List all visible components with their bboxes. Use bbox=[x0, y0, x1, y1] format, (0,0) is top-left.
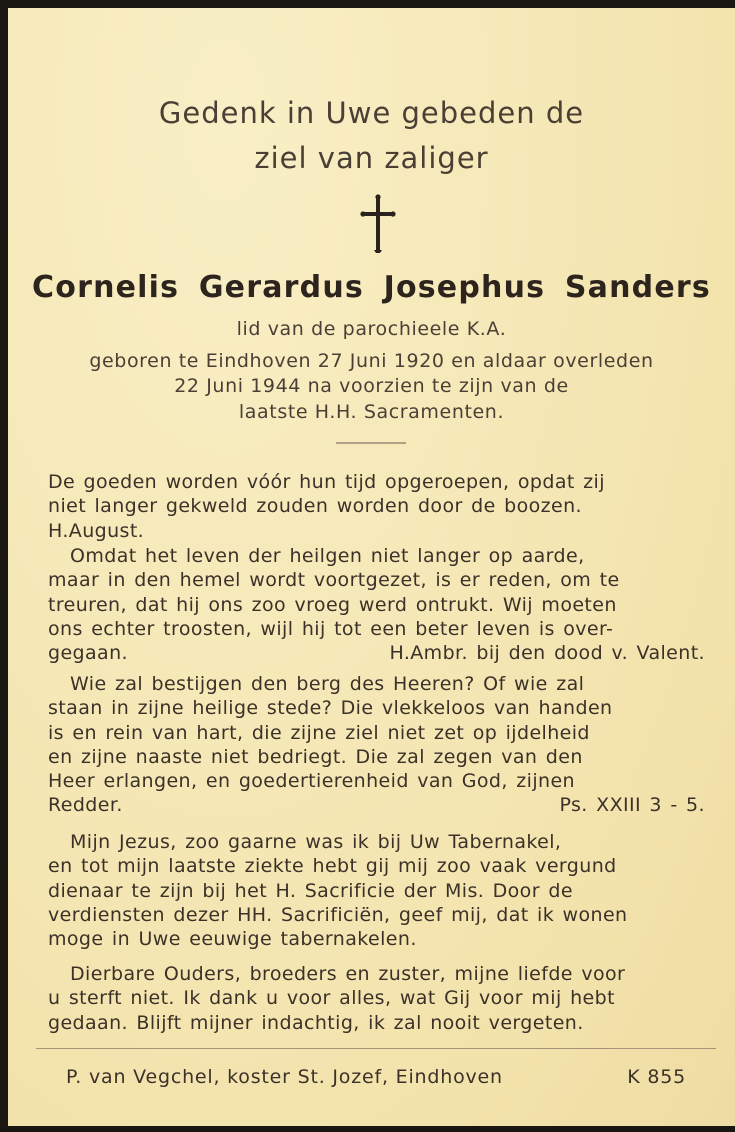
paragraph-line: moge in Uwe eeuwige tabernakelen. bbox=[48, 928, 417, 951]
footer-divider bbox=[36, 1048, 716, 1049]
paragraph-line: Dierbare Ouders, broeders en zuster, mijne liefde voor bbox=[70, 963, 626, 985]
paragraph-line: u sterft niet. Ik dank u voor alles, wat Gij voor mij hebt bbox=[48, 987, 615, 1010]
paragraph-line: en zijne naaste niet bedriegt. Die zal zegen van den bbox=[48, 745, 583, 768]
paragraph-line: Wie zal bestijgen den berg des Heeren? Of wie zal bbox=[70, 673, 585, 695]
line-text: De goeden worden vóór hun tijd opgeroepen, opdat zij bbox=[48, 471, 605, 493]
paragraph-augustine bbox=[48, 470, 705, 543]
attribution: H.August. bbox=[48, 519, 145, 542]
line-text: Redder. bbox=[48, 794, 123, 817]
attribution: H.Ambr. bij den dood v. Valent. bbox=[389, 642, 705, 665]
subtitle-sacraments: laatste H.H. Sacramenten. bbox=[238, 401, 505, 423]
subtitle-death-date: 22 Juni 1944 na voorzien te zijn van de bbox=[174, 375, 569, 397]
memorial-card bbox=[8, 8, 735, 1126]
paragraph-psalm bbox=[48, 672, 705, 818]
line-text: gegaan. bbox=[48, 642, 128, 665]
paragraph-line: Omdat het leven der heilgen niet langer op aarde, bbox=[70, 545, 585, 567]
paragraph-line: dienaar te zijn bij het H. Sacrificie der Mis. Door de bbox=[48, 879, 573, 902]
heading-line-2: ziel van zaliger bbox=[254, 141, 489, 175]
short-divider bbox=[336, 442, 406, 444]
paragraph-line: gedaan. Blijft mijner indachtig, ik zal nooit vergeten. bbox=[48, 1011, 584, 1034]
paragraph-line: verdiensten dezer HH. Sacrificiën, geef mij, dat ik wonen bbox=[48, 903, 628, 926]
paragraph-tabernacle bbox=[48, 830, 705, 951]
heading-line-1: Gedenk in Uwe gebeden de bbox=[158, 96, 585, 130]
paragraph-line: Heer erlangen, en goedertierenheid van God, zijnen bbox=[48, 770, 575, 793]
paragraph-line: en tot mijn laatste ziekte hebt gij mij zoo vaak vergund bbox=[48, 855, 617, 878]
paragraph-line: staan in zijne heilige stede? Die vlekkeloos van handen bbox=[48, 697, 613, 720]
paragraph-line: ons echter troosten, wijl hij tot een beter leven is over- bbox=[48, 617, 614, 640]
attribution: Ps. XXIII 3 - 5. bbox=[559, 794, 705, 817]
paragraph-line: maar in den hemel wordt voortgezet, is er reden, om te bbox=[48, 569, 620, 592]
paragraph-ambrose bbox=[48, 544, 705, 665]
subtitle-membership: lid van de parochieele K.A. bbox=[236, 318, 507, 340]
paragraph-line bbox=[48, 793, 705, 817]
print-code: K 855 bbox=[627, 1066, 686, 1088]
paragraph-line: Mijn Jezus, zoo gaarne was ik bij Uw Tabernakel, bbox=[70, 831, 562, 853]
paragraph-line: treuren, dat hij ons zoo vroeg werd ontrukt. Wij moeten bbox=[48, 593, 617, 616]
printer-name: P. van Vegchel, koster St. Jozef, Eindhoven bbox=[66, 1066, 503, 1088]
paragraph-parents bbox=[48, 962, 705, 1035]
paragraph-line: niet langer gekweld zouden worden door de boozen. bbox=[48, 495, 582, 518]
paragraph-line bbox=[48, 641, 705, 665]
printer-footer bbox=[66, 1066, 686, 1088]
latin-cross-icon bbox=[359, 194, 397, 254]
subtitle-birth-death: geboren te Eindhoven 27 Juni 1920 en aldaar overleden bbox=[89, 350, 654, 372]
deceased-name: Cornelis Gerardus Josephus Sanders bbox=[32, 270, 711, 305]
paragraph-line bbox=[48, 470, 705, 494]
paragraph-line: is en rein van hart, die zijne ziel niet zet op ijdelheid bbox=[48, 721, 590, 744]
